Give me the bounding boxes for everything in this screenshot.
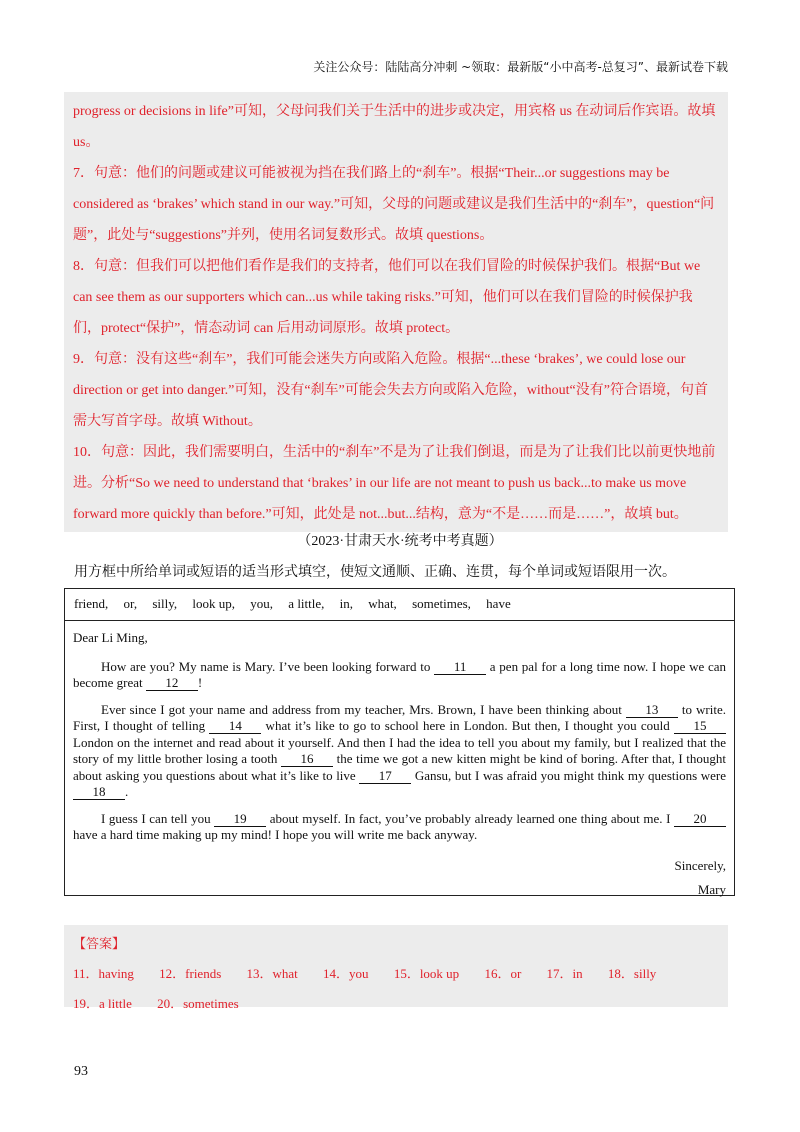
text: the time we got a new kitten might be kind of boring. After that, I thought about asking you questions about what it’s like to live: [73, 751, 726, 783]
answer-item: 14．you: [323, 966, 369, 981]
text: about myself. In fact, you’ve probably already learned one thing about me. I: [266, 810, 674, 826]
text: have a hard time making up my mind! I hope you will write me back anyway.: [73, 827, 478, 842]
answer-key: [64, 925, 728, 1011]
answer-key-row-2: [73, 989, 719, 1019]
blank-12: 12: [146, 676, 198, 691]
blank-17: 17: [359, 769, 411, 784]
header-note: 关注公众号：陆陆高分冲刺 ~领取：最新版“小中高考-总复习”、最新试卷下载: [313, 60, 728, 74]
text: How are you? My name is Mary. I’ve been looking forward to: [101, 658, 435, 674]
text: !: [197, 675, 203, 690]
text: Ever since I got your name and address from my teacher, Mrs. Brown, I have been thinking about: [101, 701, 626, 717]
word-bank-item: you,: [250, 596, 274, 611]
word-bank-item: look up,: [192, 596, 236, 611]
answer-item: 15．look up: [393, 966, 460, 981]
word-bank-item: in,: [339, 596, 354, 611]
blank-15: 15: [674, 719, 726, 734]
word-bank-item: or,: [123, 596, 138, 611]
word-bank: [64, 588, 735, 621]
text: Gansu, but I was afraid you might think my questions were: [411, 767, 726, 783]
answer-item: 18．silly: [607, 966, 657, 981]
blank-20: 20: [674, 812, 726, 827]
answer-item: 13．what: [246, 966, 298, 981]
explanation-block: [64, 92, 728, 532]
text: I guess I can tell you: [101, 810, 215, 826]
blank-11: 11: [434, 660, 486, 675]
word-bank-item: silly,: [152, 596, 178, 611]
blank-19: 19: [214, 812, 266, 827]
answer-item: 20．sometimes: [157, 996, 239, 1011]
answer-item: 12．friends: [159, 966, 222, 981]
letter-greeting: Dear Li Ming,: [73, 630, 148, 645]
blank-18: 18: [73, 785, 125, 800]
blank-16: 16: [281, 752, 333, 767]
blank-14: 14: [209, 719, 261, 734]
question-source: （2023·甘肃天水·统考中考真题）: [297, 534, 503, 549]
explanation-8: 8．句意：但我们可以把他们看作是我们的支持者，他们可以在我们冒险的时候保护我们。根据“But we can see them as our supporters which can...us while taking risks.”可知，他们可以在我们冒险的时候保护我们，protect“保护”，情态动词 can 后用动词原形。故填 protect。: [73, 259, 701, 336]
instruction-text: 用方框中所给单词或短语的适当形式填空，使短文通顺、正确、连贯，每个单词或短语限用一次。: [74, 565, 676, 580]
explanation-7: 7．句意：他们的问题或建议可能被视为挡在我们路上的“刹车”。根据“Their...or suggestions may be considered as ‘brakes’ which stand in our way.”可知，父母的问题或建议是我们生活中的“刹车”，question“问题”，此处与“suggestions”并列，使用名词复数形式。故填 questions。: [73, 166, 715, 243]
word-bank-item: what,: [368, 596, 397, 611]
letter-signature: Mary: [697, 881, 726, 897]
word-bank-item: have: [486, 596, 511, 611]
answer-key-row-1: [73, 959, 719, 989]
explanation-6-tail: progress or decisions in life”可知，父母问我们关于生活中的进步或决定，用宾格 us 在动词后作宾语。故填 us。: [73, 104, 716, 150]
page-number: 93: [74, 1064, 88, 1079]
answer-item: 19．a little: [73, 996, 132, 1011]
letter-closing: Sincerely,: [674, 857, 726, 873]
text: .: [125, 784, 129, 799]
text: a pen pal for a long time now. I hope we can become great: [73, 658, 726, 690]
blank-13: 13: [626, 703, 678, 718]
word-bank-item: sometimes,: [412, 596, 471, 611]
word-bank-item: a little,: [288, 596, 325, 611]
answer-key-label: 【答案】: [73, 936, 126, 951]
explanation-9: 9．句意：没有这些“刹车”，我们可能会迷失方向或陷入危险。根据“...these ‘brakes’, we could lose our direction or get into danger.”可知，没有“刹车”可能会失去方向或陷入危险，without“没有”符合语境，句首需大写首字母。故填 Without。: [73, 352, 708, 429]
word-bank-item: friend,: [74, 596, 109, 611]
answer-item: 16．or: [484, 966, 522, 981]
letter-passage: [64, 620, 735, 896]
letter-paragraph-1: [73, 659, 726, 692]
explanation-10: 10．句意：因此，我们需要明白，生活中的“刹车”不是为了让我们倒退，而是为了让我们比以前更快地前进。分析“So we need to understand that ‘brakes’ in our life are not meant to push us back...to make us move forward more quickly than before.”可知，此处是 not...but...结构，意为“不是……而是……”，故填 but。: [73, 445, 716, 522]
letter-paragraph-3: [73, 811, 726, 844]
text: to write. First, I thought of telling: [73, 701, 727, 733]
text: what it’s like to go to school here in London. But then, I thought you could: [261, 718, 674, 733]
answer-item: 17．in: [546, 966, 583, 981]
letter-paragraph-2: [73, 702, 726, 801]
text: London on the internet and read about it yourself. And then I had the idea to tell you about my family, but I realized that the story of my little brother losing a tooth: [73, 734, 726, 766]
answer-item: 11．having: [73, 966, 134, 981]
